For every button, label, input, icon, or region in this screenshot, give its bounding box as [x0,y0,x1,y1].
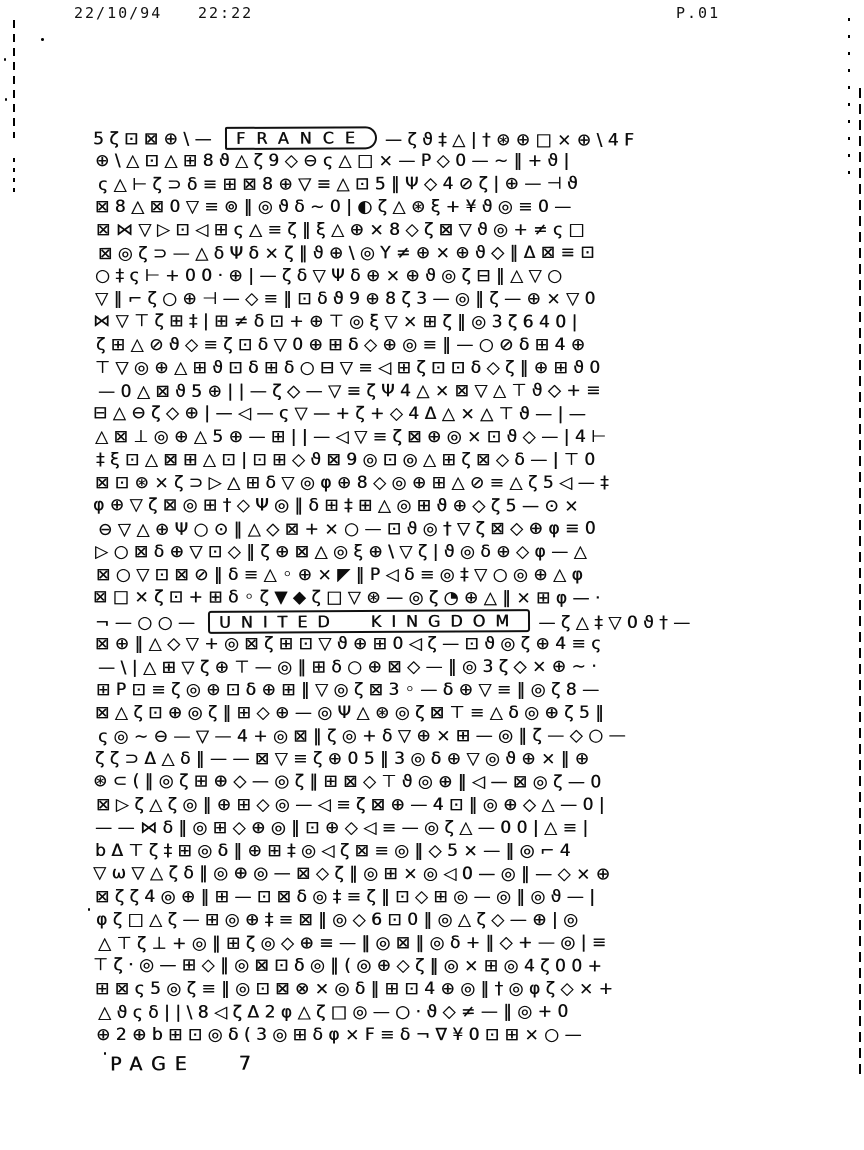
cipher-row: ⊠⊡⊛×ζ⊃▷△⊞δ▽◎φ⊕8◇◎⊕⊞△⊘≡△ζ5◁—‡ [95,473,615,493]
fax-page-indicator: P.01 [676,4,721,22]
cipher-row-france [93,126,808,151]
france-label-box: FRANCE [225,126,377,150]
fax-time: 22:22 [198,4,254,22]
cipher-row: —0△⊠ϑ5⊕||—ζ◇—▽≡ζΨ4△×⊠▽△⊤ϑ◇+≡ [97,380,606,402]
cipher-row: ζζ⊃Δ△δ‖——⊠▽≡ζ⊕05‖3◎δ⊕▽◎ϑ⊕×‖⊕ [95,749,595,769]
right-edge-artifact [859,88,861,1080]
scan-speck [41,38,44,41]
cipher-row: ζ⊞△⊘ϑ◇≡ζ⊡δ▽0⊕⊞δ◇⊕◎≡‖—○⊘δ⊞4⊕ [96,335,591,355]
cipher-row: ⊠○▽⊡⊠⊘‖δ≡△◦⊕×◤‖P◁δ≡◎‡▽○◎⊕△φ [96,565,589,585]
cipher-row: ⊖▽△⊕Ψ○⊙‖△◇⊠+×○—⊡ϑ◎†▽ζ⊠◇⊕φ≡0 [97,518,602,540]
scan-speck [88,908,90,911]
cipher-row: ⊠△ζ⊡⊕◎ζ‖⊞◇⊕—◎Ψ△⊛◎ζ⊠⊤≡△δ◎⊕ζ5‖ [95,703,610,723]
page-footer: PAGE 7 [109,1052,260,1076]
left-edge-artifact [13,20,15,138]
cipher-row: △ϑςδ||\8◁ζΔ2φ△ζ□◎—○·ϑ◇≠—‖◎+0 [97,1001,574,1023]
united-kingdom-label-box: UNITED KINGDOM [208,609,530,634]
cipher-row: ς◎~⊖—▽—4+◎⊠‖ζ◎+δ▽⊕×⊞—◎‖ζ—◇○— [97,725,632,747]
cipher-row: ⋈▽⊤ζ⊞‡|⊞≠δ⊡+⊕⊤◎ξ▽×⊞ζ‖◎3ζ640| [92,311,583,333]
cipher-symbols: —ζϑ‡△|†⊛⊕□×⊕\4F [384,129,640,151]
cipher-row: φ⊕▽ζ⊠◎⊞†◇Ψ◎‖δ⊞‡⊞△◎⊞ϑ⊕◇ζ5—⊙× [92,495,584,517]
cipher-row: ⊤ζ·◎—⊞◇‖◎⊠⊡δ◎‖(◎⊕◇ζ‖◎×⊞◎4ζ00+ [92,955,608,977]
cipher-row: ○‡ς⊢+00·⊕|—ζδ▽Ψδ⊕×⊕ϑ◎ζ⊟‖△▽○ [95,266,568,286]
cipher-row: ⊠ζζ4◎⊕‖⊞—⊡⊠δ◎‡≡ζ‖⊡◇⊞◎—◎‖◎ϑ—| [95,887,601,907]
cipher-row: —\|△⊞▽ζ⊕⊤—◎‖⊞δ○⊕⊠◇—‖◎3ζ◇×⊕~· [97,656,603,678]
cipher-row: ⊤▽◎⊕△⊞ϑ⊡δ⊞δ○⊟▽≡◁⊞ζ⊡⊡δ◇ζ‖⊕⊞ϑ0 [95,358,606,378]
fax-date: 22/10/94 [74,4,163,22]
cipher-row: ⊛⊂(‖◎ζ⊞⊕◇—◎ζ‖⊞⊠◇⊤ϑ◎⊕‖◁—⊠◎ζ—0 [92,771,607,793]
cipher-row: ▽ω▽△ζδ‖◎⊕◎—⊠◇ζ‖◎⊞×◎◁0—◎‖—◇×⊕ [92,863,616,885]
cipher-symbols: ¬—○○— [95,613,201,633]
scan-speck [4,58,6,61]
cipher-row-united-kingdom [95,610,810,633]
cipher-row: bΔ⊤ζ‡⊞◎δ‖⊕⊞‡◎◁ζ⊠≡◎‖◇5×—‖◎⌐4 [95,841,576,861]
cipher-row: φζ□△ζ—⊞◎⊕‡≡⊠‖◎◇6⊡0‖◎△ζ◇—⊕|◎ [96,910,584,930]
cipher-row: ⊟△⊖ζ◇⊕|—◁—ς▽—+ζ+◇4Δ△×△⊤ϑ—|— [92,403,592,425]
cipher-row: ⊕2⊕b⊞⊡◎δ(3◎⊞δφ×F≡δ¬∇¥0⊡⊞×○— [96,1025,587,1045]
cipher-row: ——⋈δ‖◎⊞◇⊕◎‖⊡⊕◇◁≡—◎ζ△—00|△≡| [95,818,594,838]
cipher-row: ς△⊢ζ⊃δ≡⊞⊠8⊕▽≡△⊡5‖Ψ◇4⊘ζ|⊕—⊣ϑ [97,173,584,195]
cipher-row: ⊠◎ζ⊃—△δΨδ×ζ‖ϑ⊕\◎Y≠⊕×⊕ϑ◇‖Δ⊠≡⊡ [97,242,600,264]
scan-speck [5,98,7,101]
cipher-symbols: —ζ△‡▽0ϑ†— [538,613,696,633]
cipher-row: ▽‖⌐ζ○⊕⊣—◇≡‖⊡δϑ9⊕8ζ3—◎‖ζ—⊕×▽0 [95,289,601,309]
cipher-symbols: 5ζ⊡⊠⊕\— [92,129,218,150]
scan-speck [104,1052,106,1055]
cipher-row: ▷○⊠δ⊕▽⊡◇‖ζ⊕⊠△◎ξ⊕\▽ζ|ϑ◎δ⊕◇φ—△ [95,542,593,562]
cipher-row: ⊕\△⊡△⊞8ϑ△ζ9◇⊖ς△□×—P◇0—~‖+ϑ| [95,151,575,171]
cipher-row: △⊤ζ⊥+◎‖⊞ζ◎◇⊕≡—‖◎⊠‖◎δ+‖◇+—◎|≡ [97,932,612,954]
cipher-row: ⊠⋈▽▷⊡◁⊞ς△≡ζ‖ξ△⊕×8◇ζ⊠▽ϑ◎+≠ς□ [96,220,590,240]
cipher-row: ⊠8△⊠0▽≡⊚‖◎ϑδ~0|◐ζ△⊛ξ+¥ϑ◎≡0— [95,197,577,217]
cipher-row: ⊞⊠ς5◎ζ≡‖◎⊡⊠⊗×◎δ‖⊞⊡4⊕◎‖†◎φζ◇×+ [95,979,619,999]
cipher-row: ⊠▷ζ△ζ◎‖⊕⊞◇◎—◁≡ζ⊠⊕—4⊡‖◎⊕◇△—0| [96,795,610,815]
cipher-row: △⊠⊥◎⊕△5⊕—⊞||—◁▽≡ζ⊠⊕◎×⊡ϑ◇—|4⊢ [95,427,612,447]
cipher-grid [92,127,810,1047]
cipher-row: ⊠⊕‖△◇▽+◎⊠ζ⊞⊡▽ϑ⊕⊞0◁ζ—⊡ϑ◎ζ⊕4≡ς [95,634,607,654]
cipher-row: ⊠□×ζ⊡+⊞δ◦ζ▼◆ζ□▽⊛—◎ζ◔⊕△‖×⊞φ—· [92,587,606,609]
cipher-row: ⊞P⊡≡ζ◎⊕⊡δ⊕⊞‖▽◎ζ⊠3◦—δ⊕▽≡‖◎ζ8— [96,680,605,700]
cipher-row: ‡ξ⊡△⊠⊞△⊡|⊡⊞◇ϑ⊠9◎⊡◎△⊞ζ⊠◇δ—|⊤0 [96,450,601,470]
right-edge-artifact [848,18,850,188]
left-edge-artifact [13,158,15,192]
